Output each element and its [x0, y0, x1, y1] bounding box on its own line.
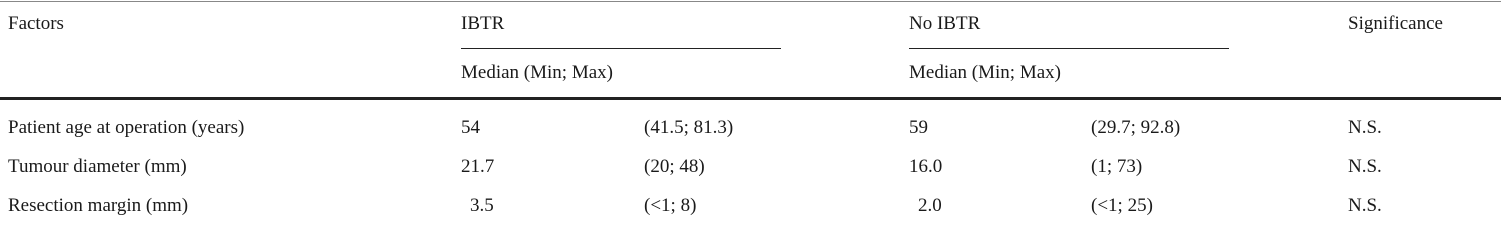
no-ibtr-median-cell: 2.0: [918, 195, 942, 216]
ibtr-median-cell: 21.7: [461, 156, 495, 177]
factor-cell: Resection margin (mm): [8, 195, 189, 216]
ibtr-range-cell: (<1; 8): [644, 195, 697, 216]
no-ibtr-range-cell: (<1; 25): [1091, 195, 1153, 216]
factor-cell: Patient age at operation (years): [8, 117, 245, 138]
ibtr-range-cell: (20; 48): [644, 156, 705, 177]
table-top-rule: [0, 1, 1501, 2]
no-ibtr-span-rule: [909, 48, 1229, 49]
ibtr-median-cell: 54: [461, 117, 480, 138]
ibtr-median-cell: 3.5: [470, 195, 494, 216]
significance-cell: N.S.: [1348, 195, 1382, 216]
header-significance: Significance: [1348, 13, 1443, 34]
factor-cell: Tumour diameter (mm): [8, 156, 187, 177]
significance-cell: N.S.: [1348, 117, 1382, 138]
header-factors: Factors: [8, 13, 64, 34]
ibtr-span-rule: [461, 48, 781, 49]
significance-cell: N.S.: [1348, 156, 1382, 177]
header-no-ibtr-subheading: Median (Min; Max): [909, 62, 1061, 83]
no-ibtr-median-cell: 16.0: [909, 156, 943, 177]
header-ibtr-subheading: Median (Min; Max): [461, 62, 613, 83]
no-ibtr-range-cell: (29.7; 92.8): [1091, 117, 1181, 138]
no-ibtr-median-cell: 59: [909, 117, 928, 138]
no-ibtr-range-cell: (1; 73): [1091, 156, 1143, 177]
ibtr-range-cell: (41.5; 81.3): [644, 117, 734, 138]
header-no-ibtr: No IBTR: [909, 13, 981, 34]
header-bottom-rule: [0, 97, 1501, 100]
header-ibtr: IBTR: [461, 13, 505, 34]
